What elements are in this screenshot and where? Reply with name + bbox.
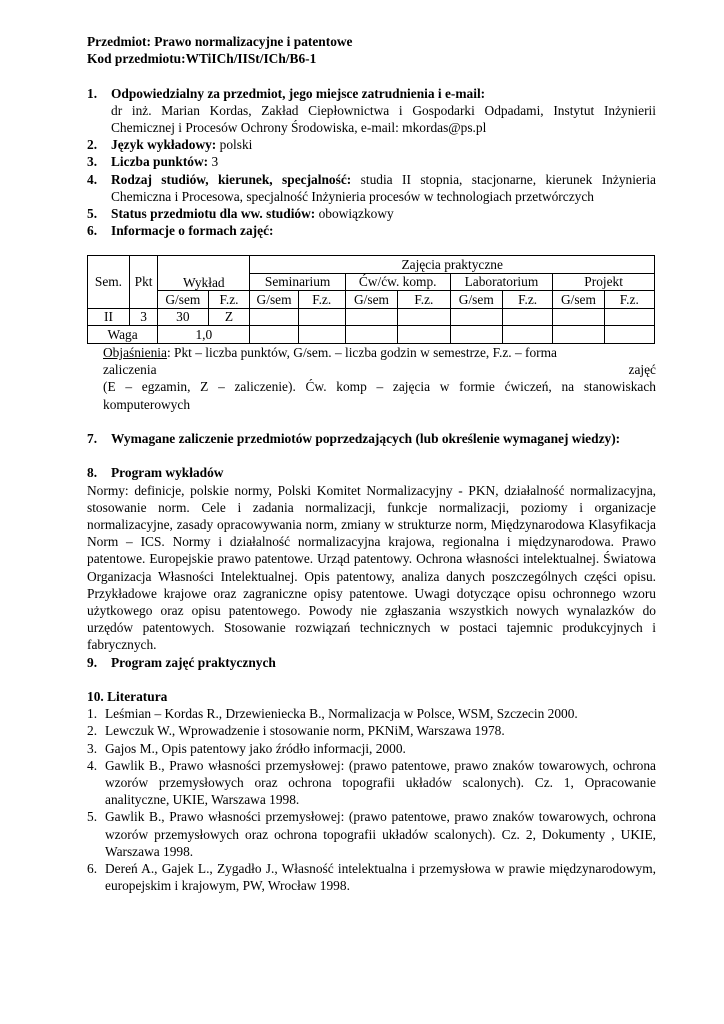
section-10: 10. Literatura — [87, 688, 168, 704]
header-wyklad: Wykład — [158, 256, 250, 291]
header-fz: F.z. — [398, 291, 450, 309]
section-1-body: dr inż. Marian Kordas, Zakład Ciepłownictwa i Gospodarki Odpadami, Instytut Inżynierii Chemicznej i Procesów Ochrony Środowiska, e-mail: mkordas@ps.pl — [111, 102, 656, 135]
language-value: polski — [216, 137, 253, 153]
classes-table — [87, 255, 655, 344]
section-1-title: Odpowiedzialny za przedmiot, jego miejsce zatrudnienia i e-mail: — [111, 85, 486, 101]
notes: Objaśnienia: Pkt – liczba punktów, G/sem. – liczba godzin w semestrze, F.z. – forma zaliczenia zajęć (E – egzamin, Z – zaliczenie). Ćw. komp – zajęcia w formie ćwiczeń, na stanowiskach komputerowych — [103, 344, 656, 412]
header-zajecia-praktyczne: Zajęcia praktyczne — [250, 256, 655, 274]
header-seminarium: Seminarium — [250, 273, 345, 291]
document-content — [87, 33, 656, 894]
cell-sem: II — [88, 308, 130, 326]
header-projekt: Projekt — [553, 273, 655, 291]
lecture-program-body: Normy: definicje, polskie normy, Polski Komitet Normalizacyjny - PKN, działalność normalizacyjna, stosowanie norm. Cele i zadania normalizacji, funkcje normalizacji, poziomy i organizacje normalizacyjne, zasady opracowywania norm, zmiany w strukturze norm, Międzynarodowa Klasyfikacja Norm – ICS. Normy i działalność normalizacyjna krajowa, regionalna i międzynarodowa. Prawo patentowe. Europejskie prawo patentowe. Urząd patentowy. Ochrona własności intelektualnej. Światowa Organizacja Własności Intelektualnej. Opis patentowy, analiza danych poszczególnych części opisu. Przykładowe krajowe oraz zagraniczne opisy patentowe. Uwagi dotyczące opisu ochronnego wzoru użytkowego oraz opisu patentowego. Powody nie zgłaszania wszystkich nowych wynalazków do urzędów patentowych. Stosowanie rozwiązań technicznych w postaci tajemnic produkcyjnych i fabrycznych. — [87, 482, 656, 653]
literature-list — [87, 705, 656, 894]
header-fz: F.z. — [502, 291, 552, 309]
header-gsem: G/sem — [450, 291, 502, 309]
study-type-value: studia II stopnia, stacjonarne, kierunek Inżynieria Chemiczna i Procesowa, specjalność Inżynieria procesów w technologiach przetwórczych — [111, 171, 656, 204]
section-6: 6. Informacje o formach zajęć: — [87, 223, 274, 239]
list-item: 1. Leśmian – Kordas R., Drzewieniecka B., Normalizacja w Polsce, WSM, Szczecin 2000. — [87, 706, 578, 722]
cell-pkt: 3 — [129, 308, 157, 326]
header-gsem: G/sem — [158, 291, 208, 309]
list-item: 6. Dereń A., Gajek L., Zygadło J., Własność intelektualna i przemysłowa w prawie międzynarodowym, europejskim i krajowym, PW, Wrocław 1998. — [87, 860, 656, 894]
notes-label: Objaśnienia — [103, 344, 167, 360]
points-value: 3 — [208, 154, 219, 170]
cell-wyklad-fz: Z — [208, 308, 250, 326]
section-9: 9. Program zajęć praktycznych — [87, 654, 276, 670]
list-item: 4. Gawlik B., Prawo własności przemysłowej: (prawo patentowe, prawo znaków towarowych, ochrona wzorów przemysłowych oraz ochrona topografii układów scalonych). Cz. 1, Opracowanie analityczne, UKIE, Warszawa 1998. — [87, 757, 656, 808]
section-1: 1. Odpowiedzialny za przedmiot, jego miejsce zatrudnienia i e-mail: — [87, 85, 486, 101]
cell-waga-label: Waga — [88, 326, 158, 344]
cell-wyklad-gsem: 30 — [158, 308, 208, 326]
section-5: 5. Status przedmiotu dla ww. studiów: obowiązkowy — [87, 206, 394, 222]
header-laboratorium: Laboratorium — [450, 273, 553, 291]
header-fz: F.z. — [604, 291, 654, 309]
header-sem: Sem. — [88, 256, 130, 309]
header-cwiczenia: Ćw/ćw. komp. — [345, 273, 450, 291]
list-item: 3. Gajos M., Opis patentowy jako źródło informacji, 2000. — [87, 740, 406, 756]
header-gsem: G/sem — [553, 291, 604, 309]
header-gsem: G/sem — [250, 291, 298, 309]
header-fz: F.z. — [298, 291, 345, 309]
header-pkt: Pkt — [129, 256, 157, 309]
header-gsem: G/sem — [345, 291, 397, 309]
status-value: obowiązkowy — [315, 206, 394, 222]
cell-waga-value: 1,0 — [158, 326, 250, 344]
section-8: 8. Program wykładów — [87, 465, 224, 481]
section-7: 7. Wymagane zaliczenie przedmiotów poprzedzających (lub określenie wymaganej wiedzy): — [87, 430, 621, 446]
section-3: 3. Liczba punktów: 3 — [87, 154, 219, 170]
list-item: 2. Lewczuk W., Wprowadzenie i stosowanie norm, PKNiM, Warszawa 1978. — [87, 723, 505, 739]
header-fz: F.z. — [208, 291, 250, 309]
section-2: 2. Język wykładowy: polski — [87, 137, 253, 153]
table-row — [88, 308, 655, 326]
section-4: 4. Rodzaj studiów, kierunek, specjalność: studia II stopnia, stacjonarne, kierunek Inżynieria Chemiczna i Procesowa, specjalność Inżynieria procesów w technologiach przetwórczych — [87, 171, 656, 204]
subject-title: Przedmiot: Prawo normalizacyjne i patentowe — [87, 34, 353, 49]
table-row-waga — [88, 326, 655, 344]
list-item: 5. Gawlik B., Prawo własności przemysłowej: (prawo patentowe, prawo znaków towarowych, ochrona wzorów przemysłowych oraz ochrona topografii układów scalonych). Cz. 2, Dokumenty , UKIE, Warszawa 1998. — [87, 809, 656, 859]
subject-code: Kod przedmiotu:WTiICh/IISt/ICh/B6-1 — [87, 51, 317, 67]
